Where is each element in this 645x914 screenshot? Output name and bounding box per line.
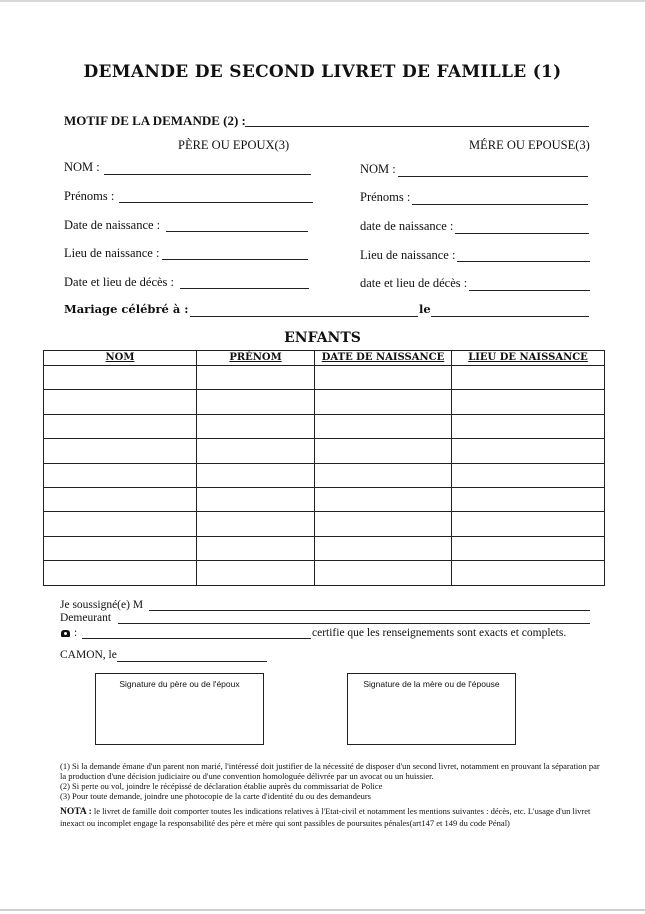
table-cell[interactable] [452,463,605,487]
table-row [44,561,605,585]
table-row [44,512,605,536]
mariage-label: Mariage célébré à : [64,302,189,316]
mariage-date-field[interactable] [431,316,589,317]
table-row [44,487,605,511]
table-cell[interactable] [197,536,315,560]
soussigne-label: Je soussigné(e) M [60,599,144,611]
mother-nom-label: NOM : [360,162,396,176]
nota-block [60,806,600,829]
mother-signature-label: Signature de la mère ou de l'épouse [363,679,500,689]
column-header-date: DATE DE NAISSANCE [315,351,452,366]
table-cell[interactable] [315,366,452,390]
column-header-lieu: LIEU DE NAISSANCE [452,351,605,366]
page-bottom-edge [0,909,645,911]
mother-deces-field[interactable] [469,290,590,291]
mother-naissance-label: date de naissance : [360,219,454,233]
mother-heading: MÉRE OU EPOUSE(3) [469,138,590,152]
table-row [44,414,605,438]
father-lieu-label: Lieu de naissance : [64,246,160,260]
table-row [44,366,605,390]
table-cell[interactable] [197,439,315,463]
footnote-3: (3) Pour toute demande, joindre une photocopie de la carte d'identité du ou des demandeurs [60,791,371,801]
table-cell[interactable] [315,463,452,487]
motif-field[interactable] [245,126,589,127]
demeurant-label: Demeurant [60,612,112,624]
table-cell[interactable] [44,536,197,560]
father-deces-field[interactable] [180,288,309,289]
table-row [44,536,605,560]
page-top-edge [0,0,645,2]
father-nom-label: NOM : [64,160,100,174]
table-cell[interactable] [44,512,197,536]
table-header-row [44,351,605,366]
mother-deces-label: date et lieu de décès : [360,276,468,290]
father-nom-field[interactable] [104,174,311,175]
table-cell[interactable] [44,439,197,463]
nota-text: le livret de famille doit comporter toutes les indications relatives à l'Etat-civil et notamment les mentions suivantes : décès, etc. L'usage d'un livret inexact ou incomplet engage la responsabilité des père et mère qui sont passibles de poursuites pénales(art147 et 149 du code Pénal) [60,806,591,828]
father-naissance-label: Date de naissance : [64,218,161,232]
table-cell[interactable] [452,536,605,560]
certifie-text: certifie que les renseignements sont exacts et complets. [312,627,567,639]
table-row [44,463,605,487]
table-cell[interactable] [452,390,605,414]
table-cell[interactable] [44,414,197,438]
father-deces-label: Date et lieu de décès : [64,275,175,289]
mariage-le-label: le [419,302,431,316]
nota-label: NOTA : [60,807,92,817]
mother-lieu-label: Lieu de naissance : [360,248,456,262]
mariage-lieu-field[interactable] [190,316,418,317]
father-prenoms-field[interactable] [119,202,313,203]
footnote-1: (1) Si la demande émane d'un parent non marié, l'intéressé doit justifier de la nécessité de disposer d'un second livret, notamment en prouvant la séparation par la production d'une décision judiciaire ou d'une convention homologuée délivrée par un avocat ou un huissier. [60,761,600,781]
column-header-prenom: PRÉNOM [197,351,315,366]
mother-prenoms-field[interactable] [412,204,588,205]
camon-label: CAMON, le [60,649,117,661]
mother-naissance-field[interactable] [455,233,589,234]
father-lieu-field[interactable] [162,259,308,260]
motif-label: MOTIF DE LA DEMANDE (2) : [64,113,246,128]
table-cell[interactable] [197,487,315,511]
form-title: DEMANDE DE SECOND LIVRET DE FAMILLE (1) [83,62,562,82]
table-cell[interactable] [452,414,605,438]
children-table [43,350,605,586]
father-naissance-field[interactable] [166,231,308,232]
table-cell[interactable] [44,561,197,585]
table-cell[interactable] [452,487,605,511]
table-cell[interactable] [197,366,315,390]
table-cell[interactable] [315,439,452,463]
table-cell[interactable] [452,512,605,536]
father-prenoms-label: Prénoms : [64,189,115,203]
table-cell[interactable] [197,390,315,414]
table-cell[interactable] [44,487,197,511]
mother-prenoms-label: Prénoms : [360,190,411,204]
table-cell[interactable] [315,390,452,414]
table-row [44,390,605,414]
table-cell[interactable] [452,366,605,390]
footnote-2: (2) Si perte ou vol, joindre le récépissé de déclaration établie auprès du commissariat de Police [60,781,383,791]
table-cell[interactable] [44,390,197,414]
camon-date-field[interactable] [117,661,267,662]
father-signature-label: Signature du père ou de l'époux [119,679,240,689]
mother-lieu-field[interactable] [457,261,590,262]
father-signature-box[interactable] [95,673,264,745]
table-cell[interactable] [315,414,452,438]
table-cell[interactable] [315,487,452,511]
enfants-heading: ENFANTS [284,330,361,346]
column-header-nom: NOM [44,351,197,366]
table-cell[interactable] [452,561,605,585]
telephone-icon [61,630,70,637]
table-cell[interactable] [197,414,315,438]
phone-field[interactable] [82,638,311,639]
table-row [44,439,605,463]
table-cell[interactable] [197,561,315,585]
phone-colon: : [74,627,78,639]
table-cell[interactable] [197,512,315,536]
table-cell[interactable] [315,561,452,585]
table-cell[interactable] [315,536,452,560]
father-heading: PÈRE OU EPOUX(3) [178,138,290,152]
table-cell[interactable] [197,463,315,487]
table-cell[interactable] [315,512,452,536]
soussigne-field[interactable] [149,610,590,611]
table-cell[interactable] [44,366,197,390]
table-cell[interactable] [44,463,197,487]
mother-nom-field[interactable] [398,176,588,177]
table-cell[interactable] [452,439,605,463]
mother-signature-box[interactable] [347,673,516,745]
demeurant-field[interactable] [118,623,590,624]
